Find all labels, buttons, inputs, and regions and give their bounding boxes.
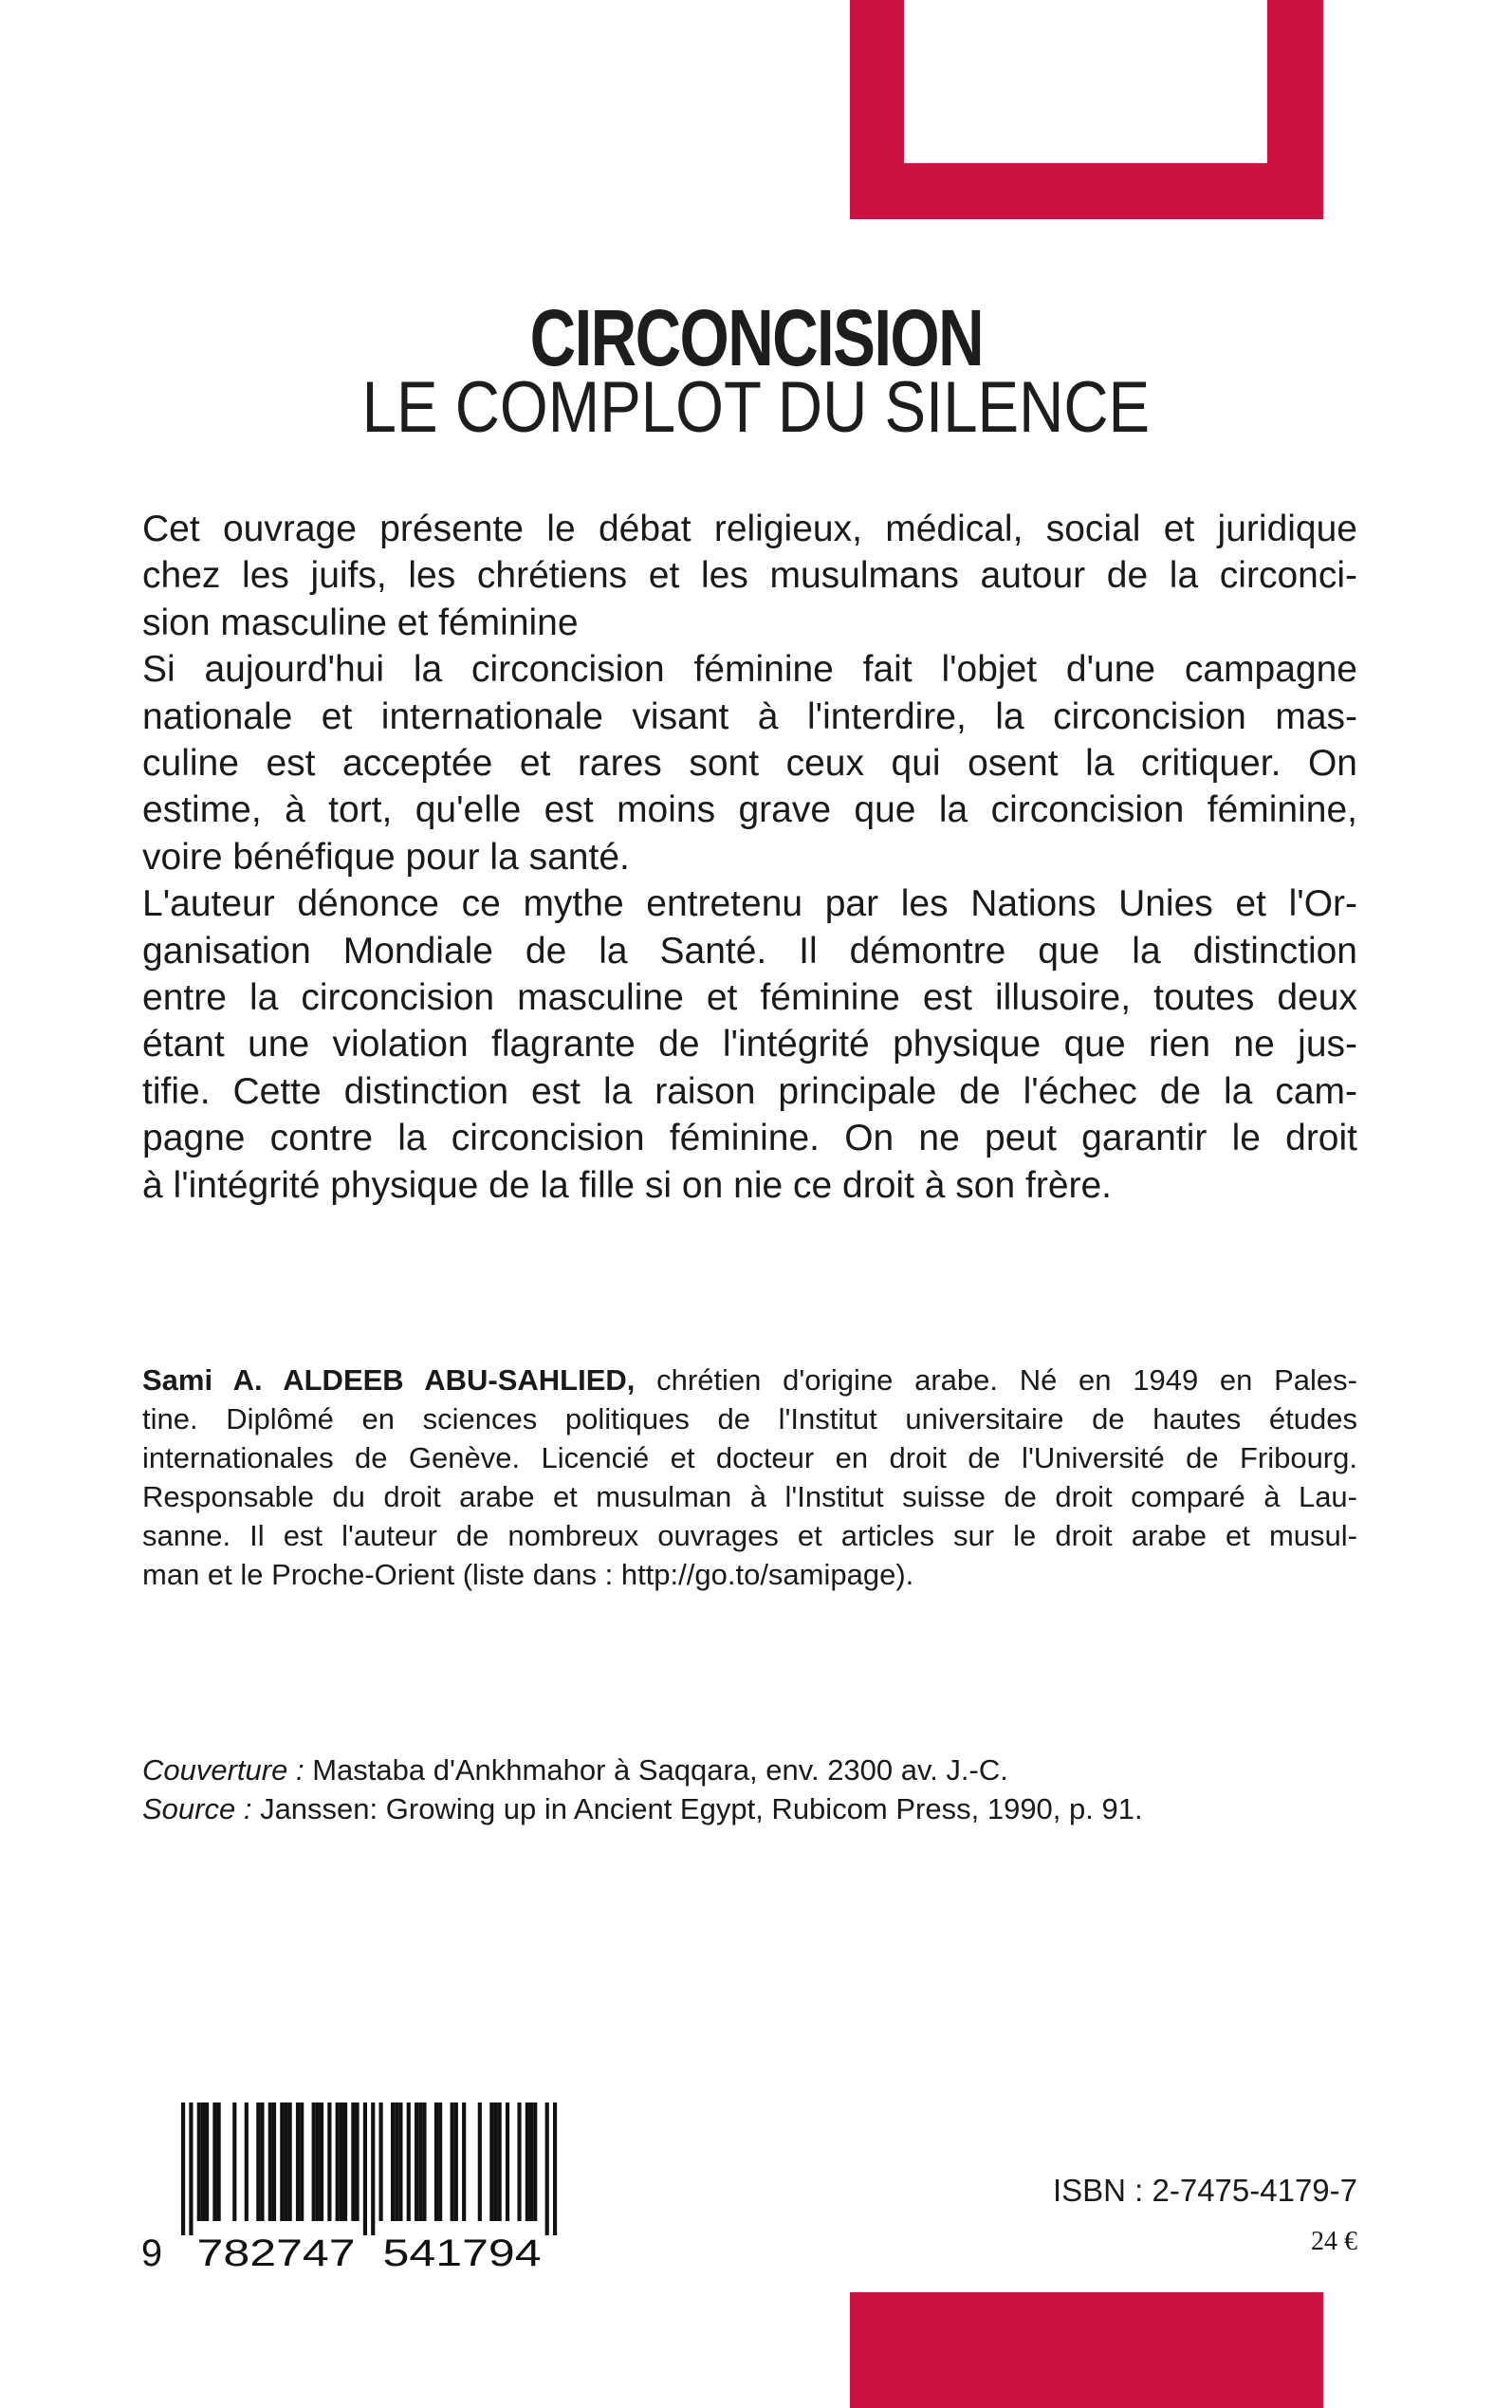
barcode-bar — [316, 2102, 320, 2221]
barcode-bar — [489, 2102, 493, 2221]
barcode-bar — [260, 2102, 264, 2221]
author-bio-line: Responsable du droit arabe et musulman à l'Institut suisse de droit comparé à Lau- — [142, 1480, 1357, 1513]
book-title — [0, 293, 1512, 382]
barcode-bar — [256, 2102, 260, 2221]
author-bio-line: sanne. Il est l'auteur de nombreux ouvrages et articles sur le droit arabe et musul- — [142, 1519, 1357, 1552]
source-label: Source : — [142, 1792, 252, 1825]
barcode-bar — [545, 2102, 549, 2235]
summary-line: ganisation Mondiale de la Santé. Il démontre que la distinction — [142, 930, 1357, 972]
barcode-bar — [268, 2102, 272, 2221]
summary-line: Si aujourd'hui la circoncision féminine fait l'objet d'une campagne — [142, 649, 1357, 691]
decorative-red-block-bottom — [850, 2292, 1323, 2408]
cover-credits — [142, 1750, 1357, 1828]
author-bio-line: tine. Diplômé en sciences politiques de l'Institut universitaire de hautes études — [142, 1402, 1357, 1436]
barcode-bar — [197, 2102, 201, 2221]
barcode-bar — [462, 2102, 466, 2221]
book-subtitle — [0, 367, 1512, 448]
barcode-bar — [526, 2102, 529, 2221]
barcode-bar — [418, 2102, 422, 2221]
summary-line: pagne contre la circoncision féminine. On ne peut garantir le droit — [142, 1118, 1357, 1159]
barcode-bar — [371, 2102, 375, 2235]
barcode-bar — [340, 2102, 343, 2221]
barcode-bar — [407, 2102, 411, 2221]
barcode-digits: 9 — [140, 2232, 163, 2273]
summary-line: à l'intégrité physique de la fille si on nie ce droit à son frère. — [142, 1164, 1113, 1206]
barcode-digits: 541794 — [382, 2232, 542, 2273]
barcode-bar — [217, 2102, 221, 2221]
subtitle-text: LE COMPLOT DU SILENCE — [361, 367, 1151, 448]
barcode-bar — [478, 2102, 482, 2221]
barcode-bar — [351, 2102, 355, 2221]
summary-line: estime, à tort, qu'elle est moins grave que la circoncision féminine, — [142, 789, 1357, 831]
barcode-bar — [205, 2102, 209, 2221]
author-name: Sami A. ALDEEB ABU-SAHLIED, — [142, 1363, 636, 1397]
barcode-bar — [272, 2102, 276, 2221]
barcode-bar — [280, 2102, 284, 2221]
barcode-bar — [355, 2102, 359, 2221]
summary-line: nationale et internationale visant à l'interdire, la circoncision mas- — [142, 695, 1357, 737]
barcode-bar — [529, 2102, 533, 2221]
summary-line: culine est acceptée et rares sont ceux qui osent la critiquer. On — [142, 743, 1357, 785]
summary-line: étant une violation flagrante de l'intégrité physique que rien ne jus- — [142, 1024, 1357, 1065]
summary-line: voire bénéfique pour la santé. — [142, 836, 630, 878]
barcode-bar — [288, 2102, 292, 2221]
barcode-bar — [553, 2102, 557, 2235]
source-credit-line — [142, 1789, 1357, 1828]
barcode-bar — [336, 2102, 340, 2221]
red-frame-inner — [904, 0, 1267, 163]
barcode-bar — [232, 2102, 236, 2221]
summary-line: chez les juifs, les chrétiens et les musulmans autour de la circonci- — [142, 555, 1357, 597]
barcode-bar — [506, 2102, 509, 2221]
barcode-bar — [312, 2102, 316, 2221]
barcode-bar — [533, 2102, 537, 2221]
price: 24 € — [1311, 2227, 1357, 2256]
source-text: Janssen: Growing up in Ancient Egypt, Rubicom Press, 1990, p. 91. — [251, 1792, 1143, 1825]
barcode-bar — [181, 2102, 185, 2235]
barcode-bar — [296, 2102, 300, 2221]
summary-text — [142, 506, 1357, 1209]
barcode-bar — [517, 2102, 521, 2221]
author-bio — [142, 1361, 1357, 1594]
author-bio-line: internationales de Genève. Licencié et docteur en droit de l'Université de Fribourg. — [142, 1441, 1357, 1474]
author-bio-line — [142, 1361, 1357, 1399]
barcode-bar — [212, 2102, 216, 2221]
barcode-bar — [415, 2102, 418, 2221]
summary-line: tifie. Cette distinction est la raison principale de l'échec de la cam- — [142, 1070, 1357, 1112]
barcode-bar — [320, 2102, 323, 2221]
isbn-number: ISBN : 2-7475-4179-7 — [1052, 2173, 1357, 2208]
cover-credit-line — [142, 1750, 1357, 1789]
barcode-bar — [201, 2102, 205, 2221]
summary-line: entre la circoncision masculine et féminine est illusoire, toutes deux — [142, 977, 1357, 1019]
barcode-bar — [189, 2102, 193, 2235]
barcode-bar — [498, 2102, 502, 2221]
barcode-bar — [379, 2102, 383, 2221]
summary-line: sion masculine et féminine — [142, 602, 579, 643]
author-bio-line: man et le Proche-Orient (liste dans : http://go.to/samipage). — [142, 1558, 914, 1591]
barcode-bar — [327, 2102, 331, 2221]
barcode-bar — [395, 2102, 398, 2221]
barcode-bar — [300, 2102, 304, 2221]
barcode-bar — [454, 2102, 458, 2221]
barcode-bar — [245, 2102, 249, 2221]
summary-line: L'auteur dénonce ce mythe entretenu par les Nations Unies et l'Or- — [142, 883, 1357, 925]
barcode-bar — [438, 2102, 442, 2221]
barcode-bar — [363, 2102, 367, 2235]
barcode-bar — [434, 2102, 438, 2221]
barcode-bar — [398, 2102, 402, 2221]
barcode-digits: 782747 — [196, 2232, 356, 2273]
cover-text: Mastaba d'Ankhmahor à Saqqara, env. 2300 av. J.-C. — [304, 1753, 1008, 1787]
cover-label: Couverture : — [142, 1753, 304, 1787]
title-text: CIRCONCISION — [529, 293, 983, 382]
isbn-barcode — [133, 2102, 569, 2273]
barcode-bar — [284, 2102, 287, 2221]
barcode-bar — [391, 2102, 395, 2221]
author-bio-text: chrétien d'origine arabe. Né en 1949 en Pales- — [635, 1363, 1357, 1397]
barcode-bar — [343, 2102, 347, 2221]
barcode-bar — [451, 2102, 454, 2221]
barcode-bar — [493, 2102, 497, 2221]
decorative-red-frame-top — [850, 0, 1323, 219]
barcode-bar — [422, 2102, 426, 2221]
summary-line: Cet ouvrage présente le débat religieux, médical, social et juridique — [142, 509, 1357, 549]
